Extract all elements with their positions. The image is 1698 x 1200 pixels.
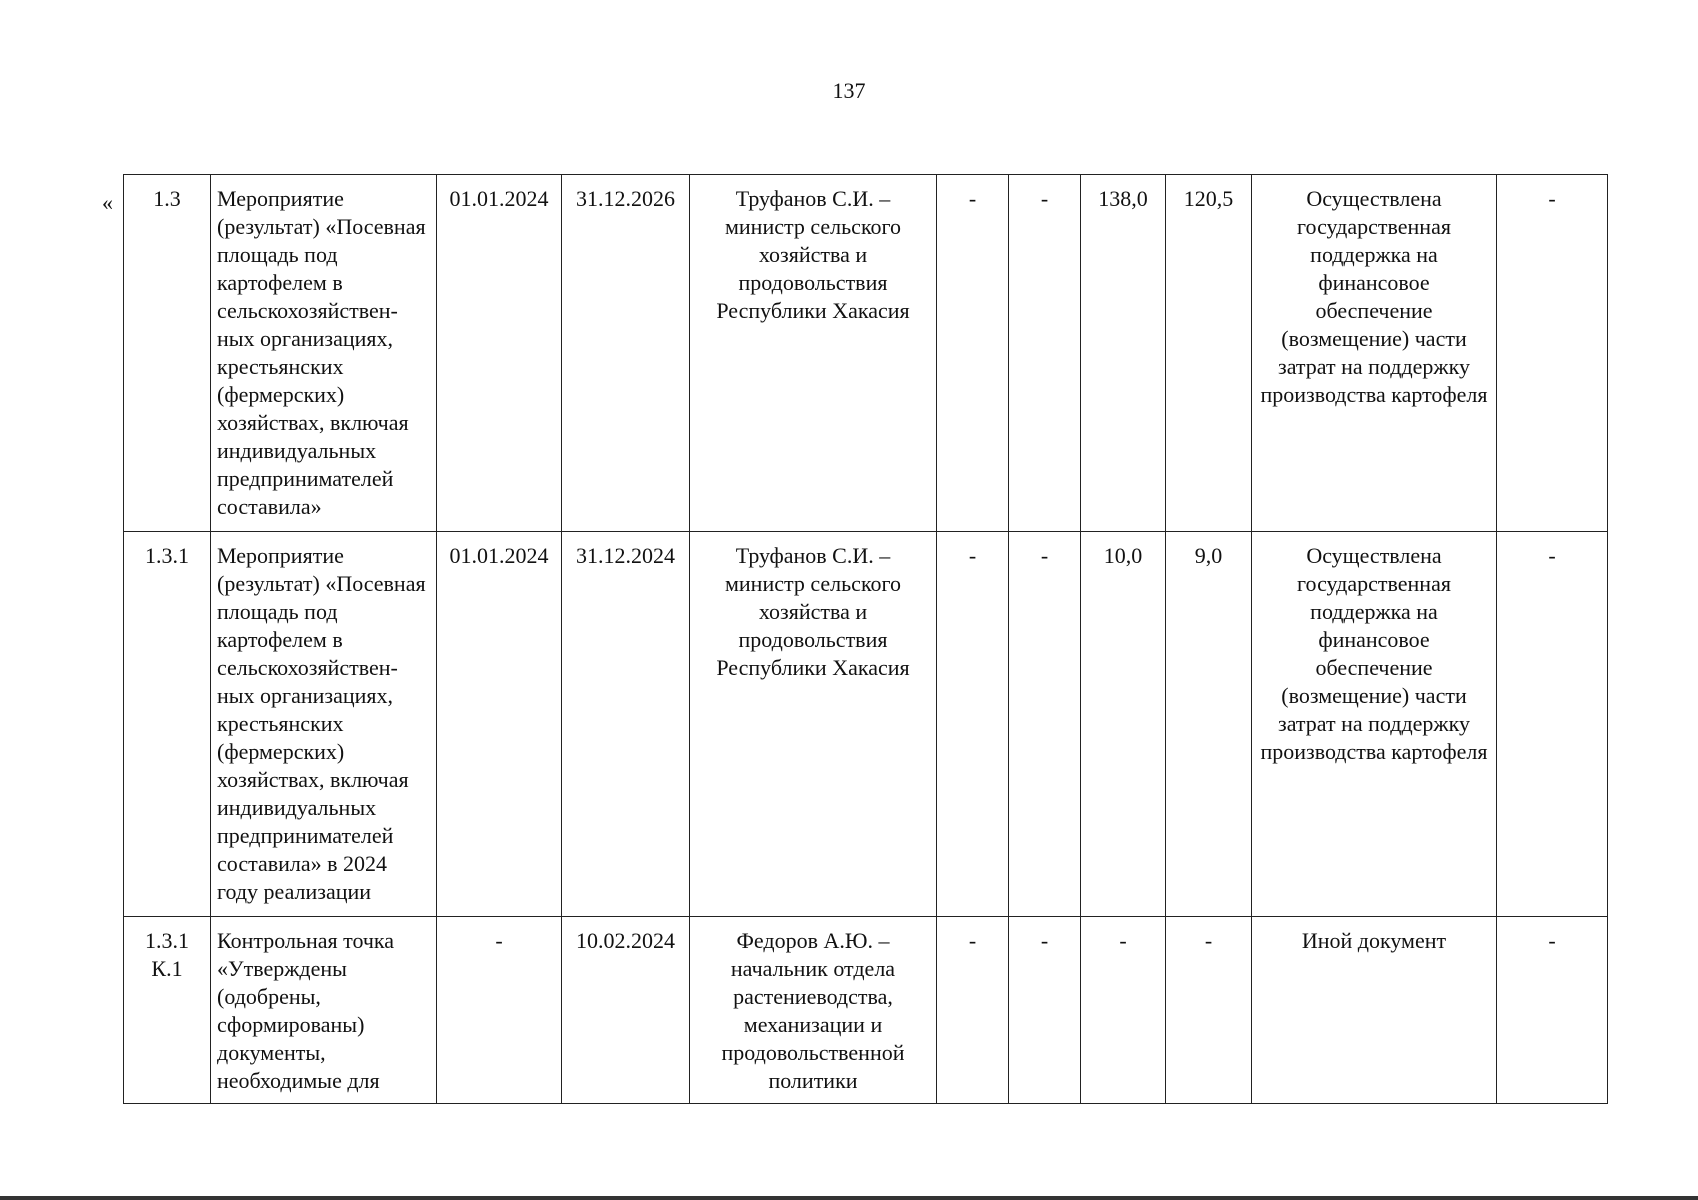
start-date: 01.01.2024 — [437, 532, 562, 917]
page-bottom-edge — [0, 1196, 1698, 1200]
start-date: 01.01.2024 — [437, 175, 562, 532]
start-date: - — [437, 917, 562, 1104]
cell-col8: 10,0 — [1081, 532, 1166, 917]
end-date: 31.12.2024 — [562, 532, 690, 917]
cell-col8: - — [1081, 917, 1166, 1104]
cell-col8: 138,0 — [1081, 175, 1166, 532]
cell-col7: - — [1009, 175, 1081, 532]
cell-col11: - — [1497, 532, 1608, 917]
activity-title: Контрольная точка «Утверждены (одобрены, сформированы) документы, необходимые для — [211, 917, 437, 1104]
table-row — [124, 175, 1608, 532]
result-description: Осуществлена государственная поддержка на финансовое обеспечение (возмещение) части затрат на поддержку производства картофеля — [1252, 532, 1497, 917]
cell-col7: - — [1009, 532, 1081, 917]
end-date: 31.12.2026 — [562, 175, 690, 532]
cell-col9: - — [1166, 917, 1252, 1104]
opening-quote-mark: « — [102, 190, 113, 215]
cell-col9: 9,0 — [1166, 532, 1252, 917]
cell-col7: - — [1009, 917, 1081, 1104]
cell-col11: - — [1497, 175, 1608, 532]
row-number: 1.3.1 — [124, 532, 211, 917]
activity-title: Мероприятие (результат) «Посевная площадь под картофелем в сельскохозяйствен-ных организациях, крестьянских (фермерских) хозяйствах, включая индивидуальных предпринимателей составила» в 2024 году реализации — [211, 532, 437, 917]
cell-col11: - — [1497, 917, 1608, 1104]
responsible-person: Федоров А.Ю. – начальник отдела растениеводства, механизации и продовольственной политики — [690, 917, 937, 1104]
row-number: 1.3.1 К.1 — [124, 917, 211, 1104]
activity-title: Мероприятие (результат) «Посевная площадь под картофелем в сельскохозяйствен-ных организациях, крестьянских (фермерских) хозяйствах, включая индивидуальных предпринимателей составила» — [211, 175, 437, 532]
table-row — [124, 532, 1608, 917]
result-description: Иной документ — [1252, 917, 1497, 1104]
table-row — [124, 917, 1608, 1104]
result-description: Осуществлена государственная поддержка на финансовое обеспечение (возмещение) части затрат на поддержку производства картофеля — [1252, 175, 1497, 532]
cell-col6: - — [937, 917, 1009, 1104]
page-number: 137 — [832, 78, 866, 103]
activities-table — [123, 174, 1608, 1104]
responsible-person: Труфанов С.И. – министр сельского хозяйства и продовольствия Республики Хакасия — [690, 532, 937, 917]
cell-col6: - — [937, 532, 1009, 917]
row-number: 1.3 — [124, 175, 211, 532]
cell-col9: 120,5 — [1166, 175, 1252, 532]
responsible-person: Труфанов С.И. – министр сельского хозяйства и продовольствия Республики Хакасия — [690, 175, 937, 532]
end-date: 10.02.2024 — [562, 917, 690, 1104]
cell-col6: - — [937, 175, 1009, 532]
